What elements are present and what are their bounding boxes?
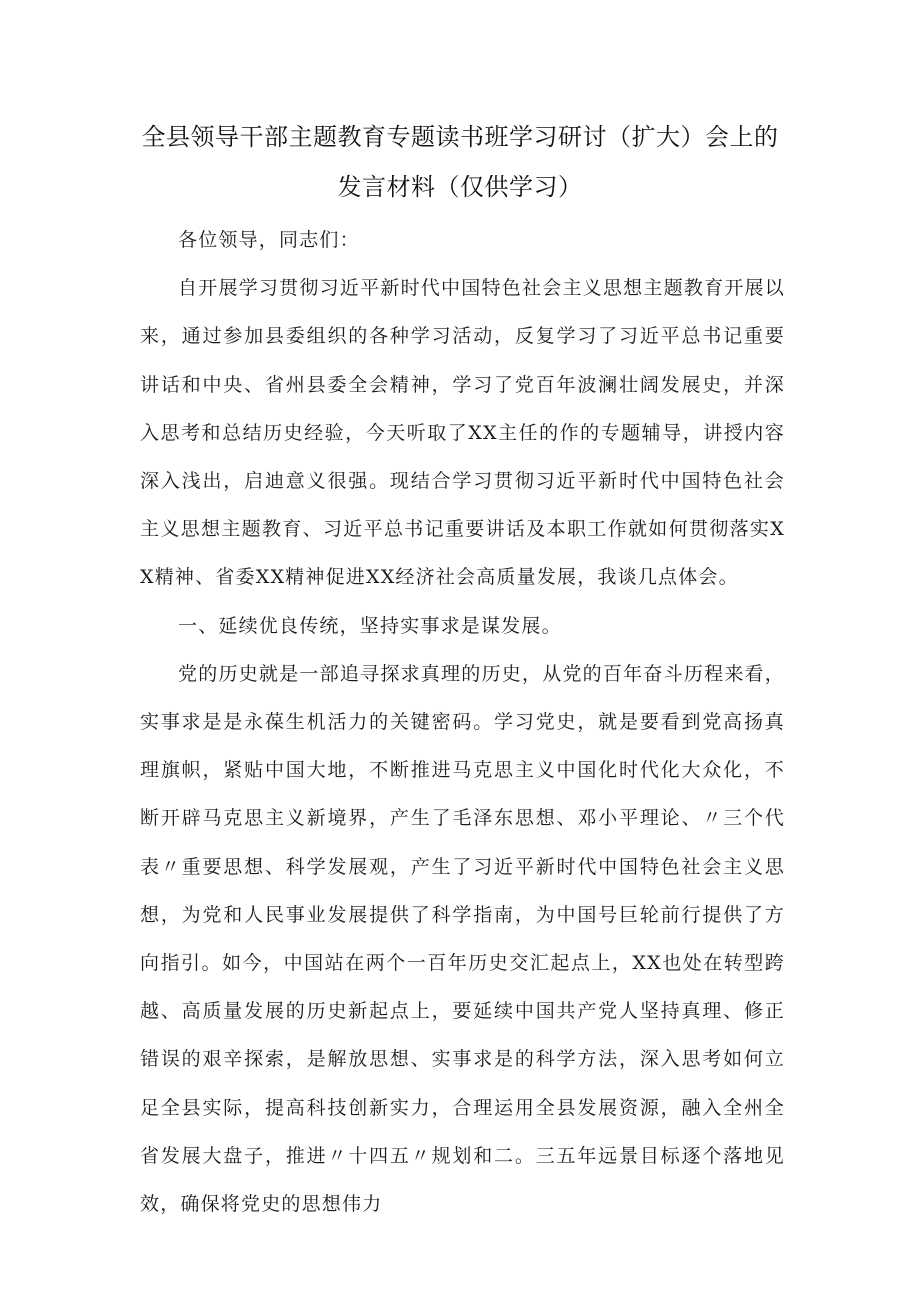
document-title [100, 112, 820, 212]
section-heading: 一、延续优良传统，坚持实事求是谋发展。 [178, 614, 562, 637]
intro-paragraph: 自开展学习贯彻习近平新时代中国特色社会主义思想主题教育开展以来，通过参加县委组织的各种学习活动，反复学习了习近平总书记重要讲话和中央、省州县委全会精神，学习了党百年波澜壮阔发展史，并深入思考和总结历史经验，今天听取了XX主任的作的专题辅导，讲授内容深入浅出，启迪意义很强。现结合学习贯彻习近平新时代中国特色社会主义思想主题教育、习近平总书记重要讲话及本职工作就如何贯彻落实XX精神、省委XX精神促进XX经济社会高质量发展，我谈几点体会。 [140, 277, 785, 589]
salutation: 各位领导，同志们： [178, 229, 360, 251]
title-line-2: 发言材料（仅供学习） [337, 173, 583, 201]
document-body [140, 216, 785, 1228]
title-line-1: 全县领导干部主题教育专题读书班学习研讨（扩大）会上的 [141, 123, 779, 151]
section-paragraph: 党的历史就是一部追寻探求真理的历史，从党的百年奋斗历程来看，实事求是是永葆生机活力的关键密码。学习党史，就是要看到党高扬真理旗帜，紧贴中国大地，不断推进马克思主义中国化时代化大众化，不断开辟马克思主义新境界，产生了毛泽东思想、邓小平理论、〃三个代表〃重要思想、科学发展观，产生了习近平新时代中国特色社会主义思想，为党和人民事业发展提供了科学指南，为中国号巨轮前行提供了方向指引。如今，中国站在两个一百年历史交汇起点上，XX也处在转型跨越、高质量发展的历史新起点上，要延续中国共产党人坚持真理、修正错误的艰辛探索，是解放思想、实事求是的科学方法，深入思考如何立足全县实际，提高科技创新实力，合理运用全县发展资源，融入全州全省发展大盘子，推进〃十四五〃规划和二。三五年远景目标逐个落地见效，确保将党史的思想伟力 [140, 662, 785, 1216]
